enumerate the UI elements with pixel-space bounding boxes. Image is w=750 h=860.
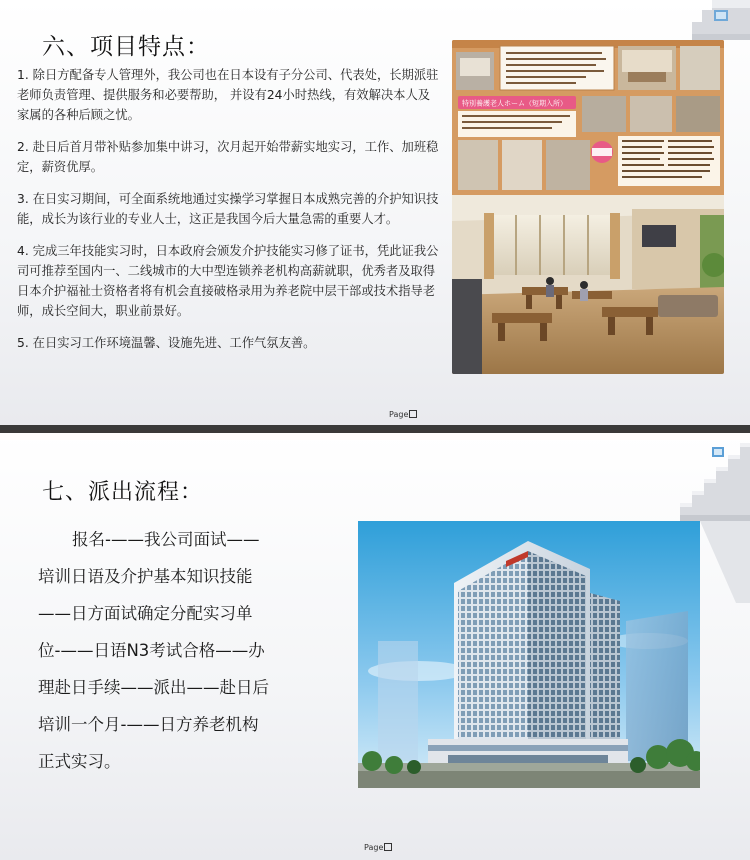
process-line: 报名-——我公司面试—— — [72, 530, 260, 549]
process-line: 培训日语及介护基本知识技能 — [38, 567, 253, 586]
page-number-box — [384, 843, 392, 851]
dining-hall-photo — [452, 195, 724, 374]
section-title: 六、项目特点： — [42, 34, 210, 60]
process-line: 位-——日语N3考试合格——办 — [38, 641, 265, 660]
slide-dispatch-process — [0, 433, 750, 860]
slide-project-features — [0, 0, 750, 425]
section-title: 七、派出流程： — [42, 480, 204, 505]
page-number-box — [409, 410, 417, 418]
nursing-home-brochure-image — [452, 40, 724, 195]
process-line: ——日方面试确定分配实习单 — [38, 604, 253, 623]
brochure-heading: 特別養護老人ホーム（短期入所） — [462, 99, 567, 108]
feature-list — [17, 65, 442, 365]
feature-item: 5. 在日实习工作环境温馨、设施先进、工作气氛友善。 — [17, 336, 316, 350]
nursing-home-photo-collage — [452, 40, 724, 374]
page-label-text: Page — [389, 410, 409, 419]
dispatch-process-text — [38, 521, 318, 780]
page-number — [364, 843, 392, 852]
process-line: 培训一个月-——日方养老机构 — [38, 715, 259, 734]
feature-item: 4. 完成三年技能实习时，日本政府会颁发介护技能实习修了证书，凭此证我公司可推荐至国内一、二线城市的大中型连锁养老机构高薪就职，优秀者及取得日本介护福祉士资格者将有机会直接破格录用为养老院中层干部或技术指导老师，成长空间大，职业前景好。 — [17, 244, 439, 318]
feature-item: 2. 赴日后首月带补贴参加集中讲习，次月起开始带薪实地实习，工作、加班稳定，薪资优厚。 — [17, 140, 439, 174]
feature-item: 3. 在日实习期间，可全面系统地通过实操学习掌握日本成熟完善的介护知识技能，成长为该行业的专业人士，这正是我国今后大量急需的重要人才。 — [17, 192, 439, 226]
office-building-render — [358, 521, 700, 788]
process-line: 正式实习。 — [38, 752, 121, 771]
feature-item: 1. 除日方配备专人管理外，我公司也在日本设有子分公司、代表处，长期派驻老师负责管理、提供服务和必要帮助， 并设有24小时热线，有效解决本人及家属的各种后顾之忧。 — [17, 68, 439, 122]
page-number — [389, 410, 417, 419]
process-line: 理赴日手续——派出——赴日后 — [38, 678, 269, 697]
page-label-text: Page — [364, 843, 384, 852]
